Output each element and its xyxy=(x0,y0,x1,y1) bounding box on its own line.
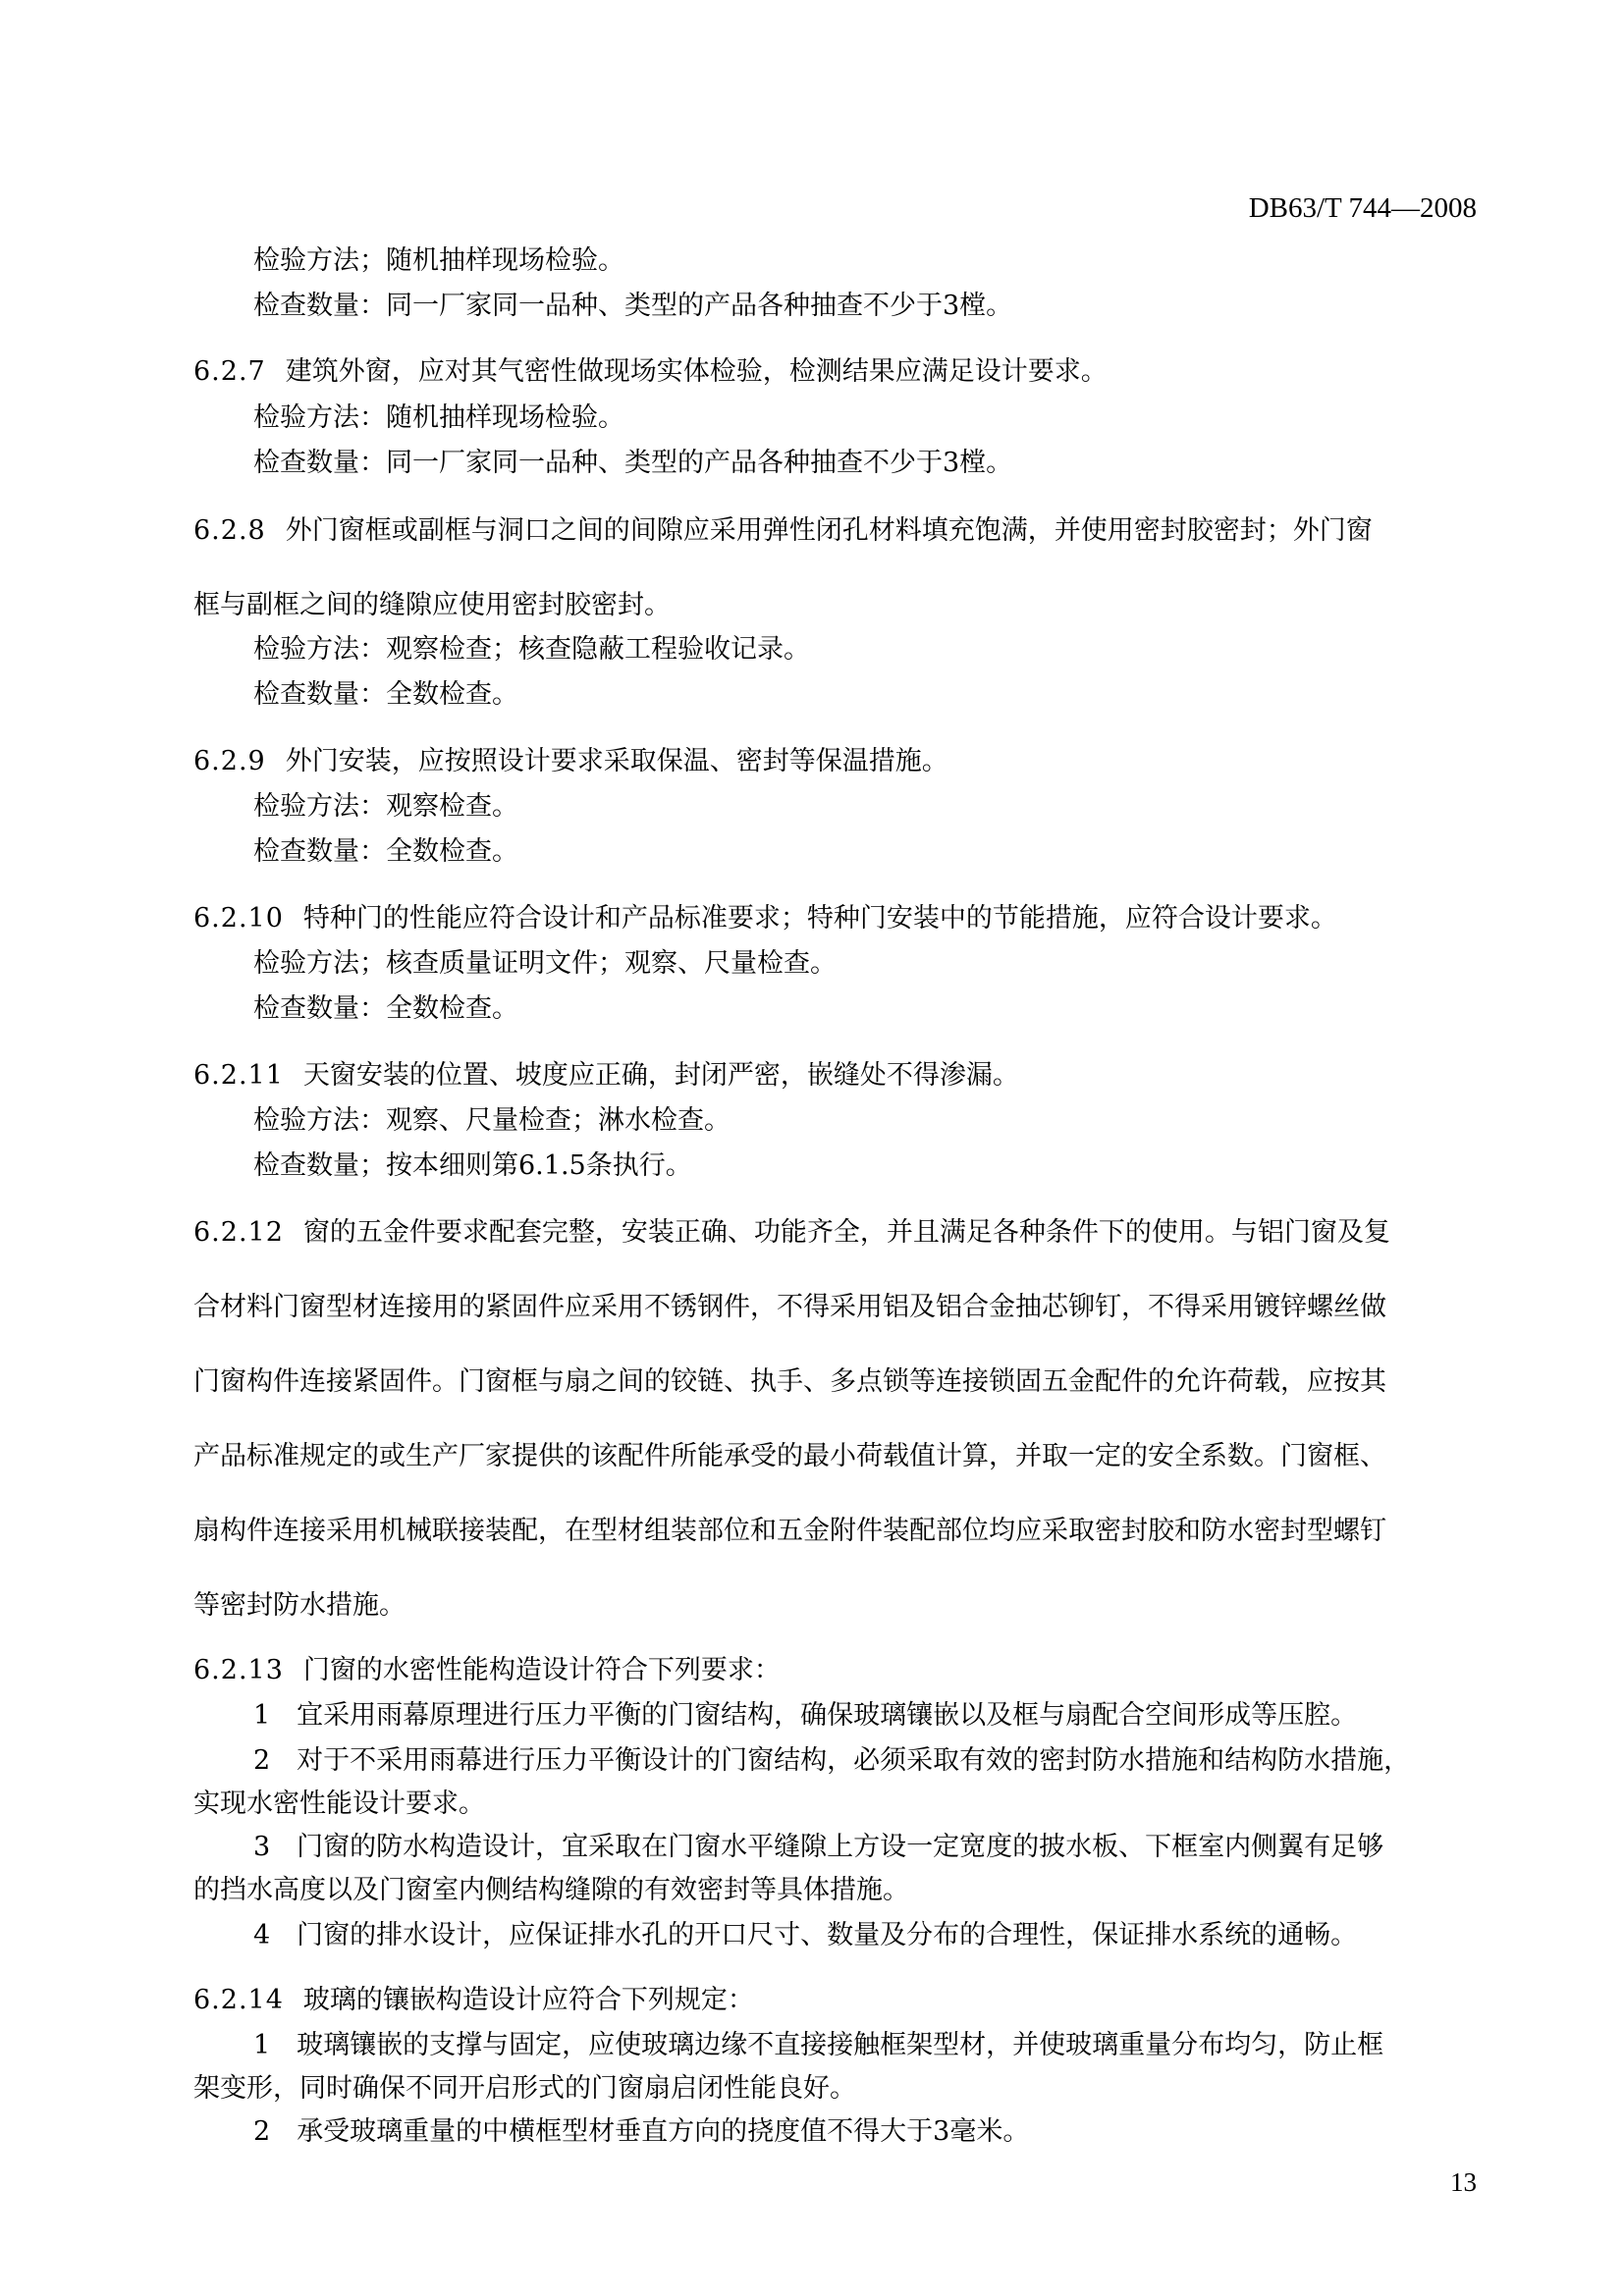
clause-text: 玻璃的镶嵌构造设计应符合下列规定： xyxy=(302,1985,754,2015)
list-item: 2 承受玻璃重量的中横框型材垂直方向的挠度值不得大于3毫米。 xyxy=(253,2116,1030,2147)
clause-number: 6.2.7 xyxy=(193,356,266,387)
text-line: 检查数量：全数检查。 xyxy=(253,993,518,1024)
clause-6-2-7 xyxy=(193,356,1108,388)
clause-6-2-9 xyxy=(193,746,948,777)
clause-number: 6.2.8 xyxy=(193,515,266,546)
text-line: 实现水密性能设计要求。 xyxy=(193,1789,485,1819)
clause-number: 6.2.10 xyxy=(193,903,284,934)
document-code: DB63/T 744—2008 xyxy=(1248,192,1477,224)
clause-6-2-14 xyxy=(193,1985,754,2016)
text-line: 检验方法：观察、尺量检查；淋水检查。 xyxy=(253,1105,731,1136)
list-item: 4 门窗的排水设计，应保证排水孔的开口尺寸、数量及分布的合理性，保证排水系统的通畅。 xyxy=(253,1920,1358,1950)
text-line: 检查数量；按本细则第6.1.5条执行。 xyxy=(253,1150,692,1181)
clause-text: 天窗安装的位置、坡度应正确，封闭严密，嵌缝处不得渗漏。 xyxy=(302,1060,1019,1091)
list-item: 3 门窗的防水构造设计，宜采取在门窗水平缝隙上方设一定宽度的披水板、下框室内侧翼有足够 xyxy=(253,1832,1384,1862)
text-line: 产品标准规定的或生产厂家提供的该配件所能承受的最小荷载值计算，并取一定的安全系数。门窗框、 xyxy=(193,1441,1386,1471)
clause-6-2-12 xyxy=(193,1217,1390,1249)
clause-text: 外门安装，应按照设计要求采取保温、密封等保温措施。 xyxy=(285,746,948,776)
text-line: 检查数量：同一厂家同一品种、类型的产品各种抽查不少于3樘。 xyxy=(253,448,1013,478)
clause-number: 6.2.14 xyxy=(193,1985,284,2015)
text-line: 等密封防水措施。 xyxy=(193,1590,406,1621)
clause-text: 门窗的水密性能构造设计符合下列要求： xyxy=(302,1655,781,1685)
text-line: 检查数量：全数检查。 xyxy=(253,836,518,867)
list-item: 1 宜采用雨幕原理进行压力平衡的门窗结构，确保玻璃镶嵌以及框与扇配合空间形成等压腔。 xyxy=(253,1700,1358,1731)
text-line: 检验方法；随机抽样现场检验。 xyxy=(253,245,624,276)
text-line: 扇构件连接采用机械联接装配，在型材组装部位和五金附件装配部位均应采取密封胶和防水密封型螺钉 xyxy=(193,1516,1386,1546)
text-line: 检查数量：全数检查。 xyxy=(253,679,518,710)
clause-6-2-11 xyxy=(193,1060,1019,1092)
clause-text: 特种门的性能应符合设计和产品标准要求；特种门安装中的节能措施，应符合设计要求。 xyxy=(302,903,1337,934)
text-line: 门窗构件连接紧固件。门窗框与扇之间的铰链、执手、多点锁等连接锁固五金配件的允许荷载，应按其 xyxy=(193,1366,1386,1397)
clause-number: 6.2.11 xyxy=(193,1060,284,1091)
clause-6-2-13 xyxy=(193,1655,781,1686)
text-line: 的挡水高度以及门窗室内侧结构缝隙的有效密封等具体措施。 xyxy=(193,1875,909,1905)
clause-text: 建筑外窗，应对其气密性做现场实体检验，检测结果应满足设计要求。 xyxy=(285,356,1108,387)
text-line: 检验方法；核查质量证明文件；观察、尺量检查。 xyxy=(253,948,837,979)
text-line: 检查数量：同一厂家同一品种、类型的产品各种抽查不少于3樘。 xyxy=(253,291,1013,321)
text-line: 框与副框之间的缝隙应使用密封胶密封。 xyxy=(193,590,671,620)
list-item: 1 玻璃镶嵌的支撑与固定，应使玻璃边缘不直接接触框架型材，并使玻璃重量分布均匀，防止框 xyxy=(253,2030,1384,2060)
list-item: 2 对于不采用雨幕进行压力平衡设计的门窗结构，必须采取有效的密封防水措施和结构防水措施， xyxy=(253,1745,1411,1776)
clause-number: 6.2.12 xyxy=(193,1217,284,1248)
text-line: 检验方法：观察检查。 xyxy=(253,791,518,822)
text-line: 检验方法：观察检查；核查隐蔽工程验收记录。 xyxy=(253,634,810,665)
clause-text: 外门窗框或副框与洞口之间的间隙应采用弹性闭孔材料填充饱满，并使用密封胶密封；外门窗 xyxy=(285,515,1373,546)
clause-6-2-8 xyxy=(193,515,1373,547)
clause-6-2-10 xyxy=(193,903,1337,934)
text-line: 合材料门窗型材连接用的紧固件应采用不锈钢件，不得采用铝及铝合金抽芯铆钉，不得采用镀锌螺丝做 xyxy=(193,1292,1386,1322)
clause-number: 6.2.9 xyxy=(193,746,266,776)
text-line: 架变形，同时确保不同开启形式的门窗扇启闭性能良好。 xyxy=(193,2073,856,2104)
page-number: 13 xyxy=(1450,2167,1477,2197)
text-line: 检验方法：随机抽样现场检验。 xyxy=(253,402,624,433)
clause-text: 窗的五金件要求配套完整，安装正确、功能齐全，并且满足各种条件下的使用。与铝门窗及复 xyxy=(302,1217,1390,1248)
clause-number: 6.2.13 xyxy=(193,1655,284,1685)
